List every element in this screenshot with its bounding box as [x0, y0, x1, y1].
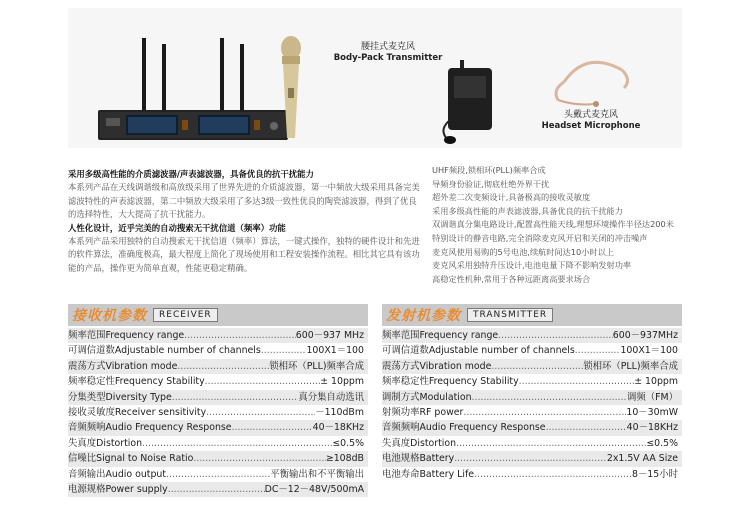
- transmitter-title-cn: 发射机参数: [386, 308, 461, 324]
- spec-leader-dots: [498, 328, 613, 343]
- feature-list-item: 高稳定性机种,常用于各种远距离高要求场合: [432, 273, 591, 284]
- spec-label: 频率范围Frequency range: [68, 330, 185, 341]
- spec-leader-dots: [142, 436, 332, 451]
- spec-value: DC－12－48V/500mA: [264, 483, 364, 495]
- spec-leader-dots: [177, 359, 269, 374]
- feature-paragraph-1: 本系列产品在天线调谐级和高放级采用了世界先进的介质滤波器，第一中频放大级采用具备完美滤波特性的声表滤波器，第二中频放大级采用了多达3级一致性优良的陶瓷滤波器，得到了优良的选择特性，大大提高了抗干扰能力。: [68, 182, 420, 220]
- spec-value: 600－937 MHz: [295, 330, 364, 341]
- handheld-microphone-image: [280, 36, 302, 140]
- spec-value: 40－18KHz: [626, 422, 678, 434]
- feature-list-item: 特别设计的静音电路,完全消除麦克风开启和关闭的冲击噪声: [432, 232, 648, 243]
- headset-caption-en: Headset Microphone: [541, 121, 641, 131]
- spec-leader-dots: [168, 482, 265, 497]
- spec-label: 射频功率RF power: [382, 406, 464, 418]
- spec-row: [68, 328, 368, 343]
- spec-leader-dots: [472, 390, 627, 405]
- feature-list-item: 麦克风采用独特升压设计,电池电量下降不影响发射功率: [432, 260, 632, 271]
- feature-list-item: 超外差二次变频设计,具备极高的接收灵敏度: [432, 192, 591, 203]
- spec-label: 可调信道数Adjustable number of channels: [68, 345, 261, 357]
- bodypack-transmitter-image: [440, 60, 500, 146]
- transmitter-spec-rows: [382, 328, 682, 482]
- spec-leader-dots: [491, 359, 583, 374]
- spec-row: [68, 374, 368, 389]
- spec-row: [382, 390, 682, 405]
- spec-label: 频率稳定性Frequency Stability: [382, 376, 519, 388]
- spec-row: [382, 343, 682, 358]
- spec-leader-dots: [193, 451, 326, 466]
- spec-label: 音频输出Audio output: [68, 468, 167, 480]
- spec-label: 震荡方式Vibration mode: [382, 360, 492, 372]
- spec-leader-dots: [456, 436, 646, 451]
- spec-label: 可调信道数Adjustable number of channels: [382, 345, 575, 357]
- spec-value: 100X1＝100: [306, 345, 364, 357]
- feature-text-left: [68, 168, 420, 275]
- spec-row: [382, 374, 682, 389]
- spec-leader-dots: [184, 328, 296, 343]
- headset-caption: [536, 110, 646, 132]
- receiver-spec-panel: [68, 304, 368, 497]
- spec-row: [382, 405, 682, 420]
- spec-value: ± 10ppm: [634, 376, 678, 388]
- spec-leader-dots: [546, 420, 627, 435]
- spec-leader-dots: [206, 405, 315, 420]
- receiver-title-cn: 接收机参数: [72, 308, 147, 324]
- spec-value: ≥108dB: [325, 453, 364, 465]
- spec-leader-dots: [166, 467, 270, 482]
- spec-row: [382, 420, 682, 435]
- receiver-spec-header: [68, 304, 368, 326]
- spec-row: [68, 420, 368, 435]
- spec-value: 2x1.5V AA Size: [606, 453, 678, 465]
- spec-label: 分集类型Diversity Type: [68, 391, 172, 403]
- spec-leader-dots: [232, 420, 313, 435]
- spec-label: 频率范围Frequency range: [382, 330, 499, 341]
- spec-leader-dots: [463, 405, 626, 420]
- spec-value: 40－18KHz: [312, 422, 364, 434]
- spec-row: [68, 436, 368, 451]
- spec-row: [68, 451, 368, 466]
- spec-value: 锁相环（PLL)频率合成: [583, 360, 678, 372]
- spec-label: 接收灵敏度Receiver sensitivity: [68, 406, 207, 418]
- spec-label: 信噪比Signal to Noise Ratio: [68, 453, 194, 465]
- feature-list-item: 导频身份验证,彻底杜绝外界干扰: [432, 178, 550, 189]
- spec-label: 失真度Distortion: [382, 437, 457, 449]
- spec-row: [68, 343, 368, 358]
- headset-microphone-image: [546, 54, 636, 110]
- spec-row: [68, 390, 368, 405]
- spec-label: 失真度Distortion: [68, 437, 143, 449]
- spec-label: 震荡方式Vibration mode: [68, 360, 178, 372]
- feature-heading-1: 采用多级高性能的介质滤波器/声表滤波器，具备优良的抗干扰能力: [68, 169, 314, 179]
- receiver-title-en: RECEIVER: [153, 308, 218, 322]
- spec-value: ≤0.5%: [646, 437, 678, 449]
- spec-value: 锁相环（PLL)频率合成: [269, 360, 364, 372]
- spec-value: 100X1＝100: [620, 345, 678, 357]
- feature-heading-2: 人性化设计，近乎完美的自动搜索无干扰信道（频率）功能: [68, 222, 286, 233]
- spec-label: 调制方式Modulation: [382, 391, 472, 403]
- spec-row: [382, 436, 682, 451]
- bodypack-caption-en: Body-Pack Transmitter: [333, 53, 443, 63]
- spec-label: 频率稳定性Frequency Stability: [68, 376, 205, 388]
- product-photo-area: [68, 8, 682, 148]
- spec-row: [382, 359, 682, 374]
- spec-row: [382, 451, 682, 466]
- spec-leader-dots: [575, 343, 621, 358]
- spec-row: [382, 328, 682, 343]
- receiver-image: [98, 36, 288, 144]
- feature-paragraph-2: 本系列产品采用独特的自动搜索无干扰信道（频率）算法，一键式操作，独特的硬件设计和先进的软件算法，准确度极高，最大程度上简化了现场使用和工程安装操作流程。相比其它具有该功能的产品，操作更为简单直观，性能更稳定精确。: [68, 236, 420, 273]
- transmitter-spec-panel: [382, 304, 682, 482]
- feature-list-item: 双调谐真分集电路设计,配置高性能天线,理想环境操作半径达200米: [432, 219, 674, 230]
- spec-value: 真分集自动选讯: [298, 391, 364, 403]
- spec-row: [68, 405, 368, 420]
- spec-row: [68, 467, 368, 482]
- spec-label: 音频频响Audio Frequency Response: [68, 422, 232, 434]
- spec-value: 600－937MHz: [612, 330, 678, 341]
- spec-label: 电池寿命Battery Life: [382, 468, 475, 480]
- spec-leader-dots: [205, 374, 321, 389]
- spec-label: 电源规格Power supply: [68, 483, 168, 495]
- feature-list-item: UHF频段,锁相环(PLL)频率合成: [432, 165, 546, 175]
- spec-value: 调频（FM）: [627, 391, 678, 403]
- spec-leader-dots: [519, 374, 635, 389]
- spec-label: 音频频响Audio Frequency Response: [382, 422, 546, 434]
- spec-leader-dots: [454, 451, 607, 466]
- transmitter-title-en: TRANSMITTER: [467, 308, 553, 322]
- bodypack-caption-cn: 腰挂式麦克风: [360, 42, 415, 52]
- spec-row: [382, 467, 682, 482]
- spec-value: 平衡输出和不平衡输出: [270, 468, 364, 480]
- transmitter-spec-header: [382, 304, 682, 326]
- feature-list-item: 麦克风使用易购的5号电池,续航时间达10小时以上: [432, 246, 614, 257]
- headset-caption-cn: 头戴式麦克风: [563, 110, 618, 120]
- spec-row: [68, 482, 368, 497]
- spec-value: ± 10ppm: [320, 376, 364, 388]
- spec-leader-dots: [261, 343, 307, 358]
- feature-list-item: 采用多级高性能的声表滤波器,具备优良的抗干扰能力: [432, 205, 623, 216]
- spec-leader-dots: [474, 467, 632, 482]
- spec-value: 10－30mW: [626, 406, 678, 418]
- spec-leader-dots: [172, 390, 299, 405]
- spec-value: 8－15小时: [631, 468, 678, 480]
- bodypack-caption: [328, 42, 448, 64]
- spec-label: 电池规格Battery: [382, 453, 455, 465]
- feature-list-right: [432, 164, 682, 286]
- spec-value: ≤0.5%: [332, 437, 364, 449]
- spec-value: －110dBm: [315, 406, 364, 418]
- spec-row: [68, 359, 368, 374]
- receiver-spec-rows: [68, 328, 368, 497]
